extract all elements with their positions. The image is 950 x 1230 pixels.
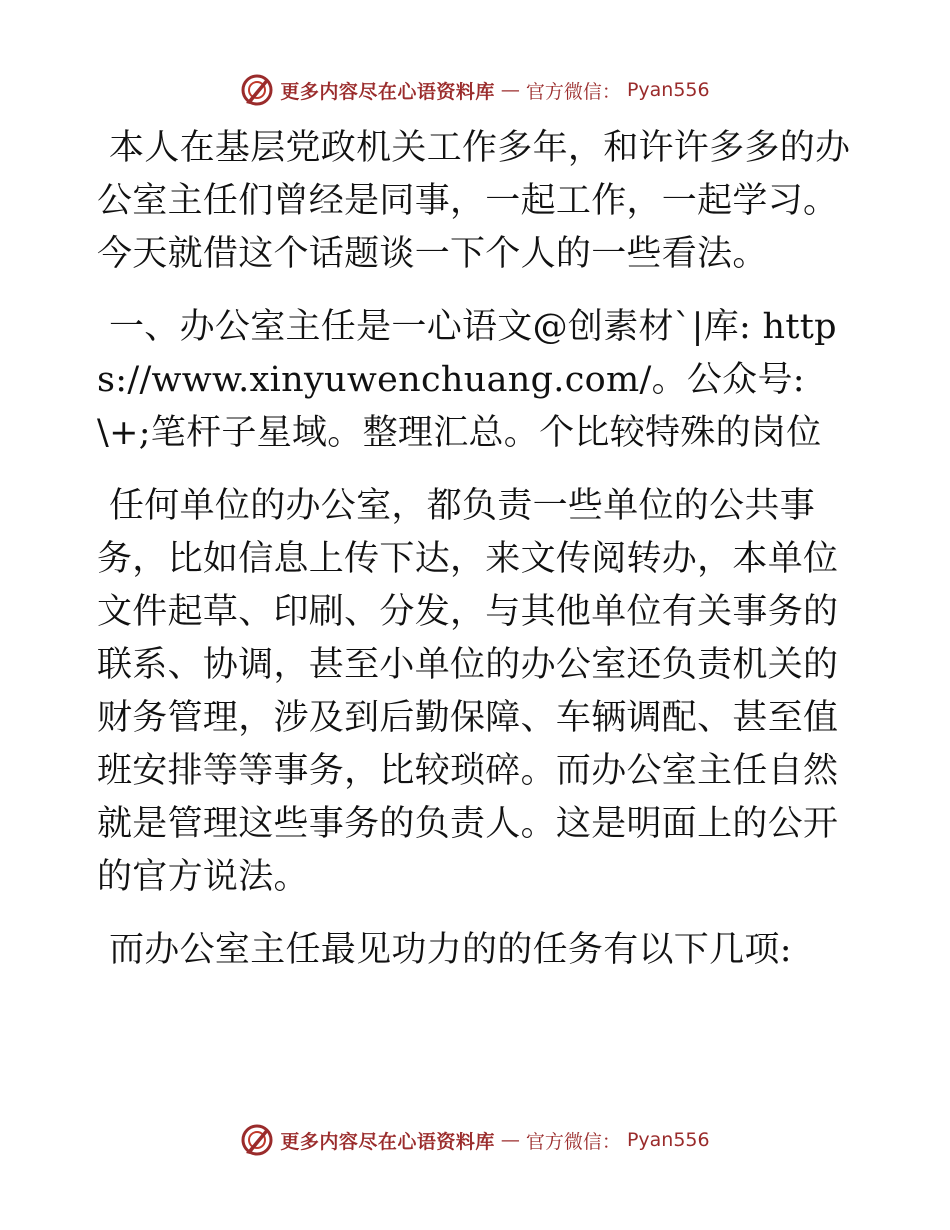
banner-label: 官方微信： xyxy=(525,80,621,103)
paragraph-text: 任何单位的办公室，都负责一些单位的公共事务，比如信息上传下达，来文传阅转办，本单位文件起草、印刷、分发，与其他单位有关事务的联系、协调，甚至小单位的办公室还负责机关的财务管理，涉及到后勤保障、车辆调配、甚至值班安排等等事务，比较琐碎。而办公室主任自然就是管理这些事务的负责人。这是明面上的公开的官方说法。 xyxy=(97,486,839,897)
quill-logo-icon xyxy=(240,1123,274,1157)
paragraph xyxy=(97,301,857,460)
paragraph xyxy=(97,122,857,281)
banner-separator: — xyxy=(500,79,520,101)
banner-main-text: 更多内容尽在心语资料库 xyxy=(280,80,495,103)
header-banner xyxy=(0,70,950,110)
paragraph xyxy=(97,924,857,977)
paragraph-text: 一、办公室主任是一心语文@创素材`|库: https://www.xinyuwenchuang.com/。公众号: \+;笔杆子星域。整理汇总。个比较特殊的岗位 xyxy=(97,307,837,453)
banner-separator: — xyxy=(500,1129,520,1151)
document-body xyxy=(97,122,857,997)
footer-banner xyxy=(0,1120,950,1160)
banner-main-text: 更多内容尽在心语资料库 xyxy=(280,1130,495,1153)
banner-label: 官方微信： xyxy=(525,1130,621,1153)
paragraph-text: 而办公室主任最见功力的的任务有以下几项: xyxy=(109,930,792,970)
quill-logo-icon xyxy=(240,73,274,107)
banner-wechat-id: Pyan556 xyxy=(626,1129,710,1151)
paragraph xyxy=(97,480,857,904)
banner-wechat-id: Pyan556 xyxy=(626,79,710,101)
paragraph-text: 本人在基层党政机关工作多年，和许许多多的办公室主任们曾经是同事，一起工作，一起学习。今天就借这个话题谈一下个人的一些看法。 xyxy=(97,128,851,274)
